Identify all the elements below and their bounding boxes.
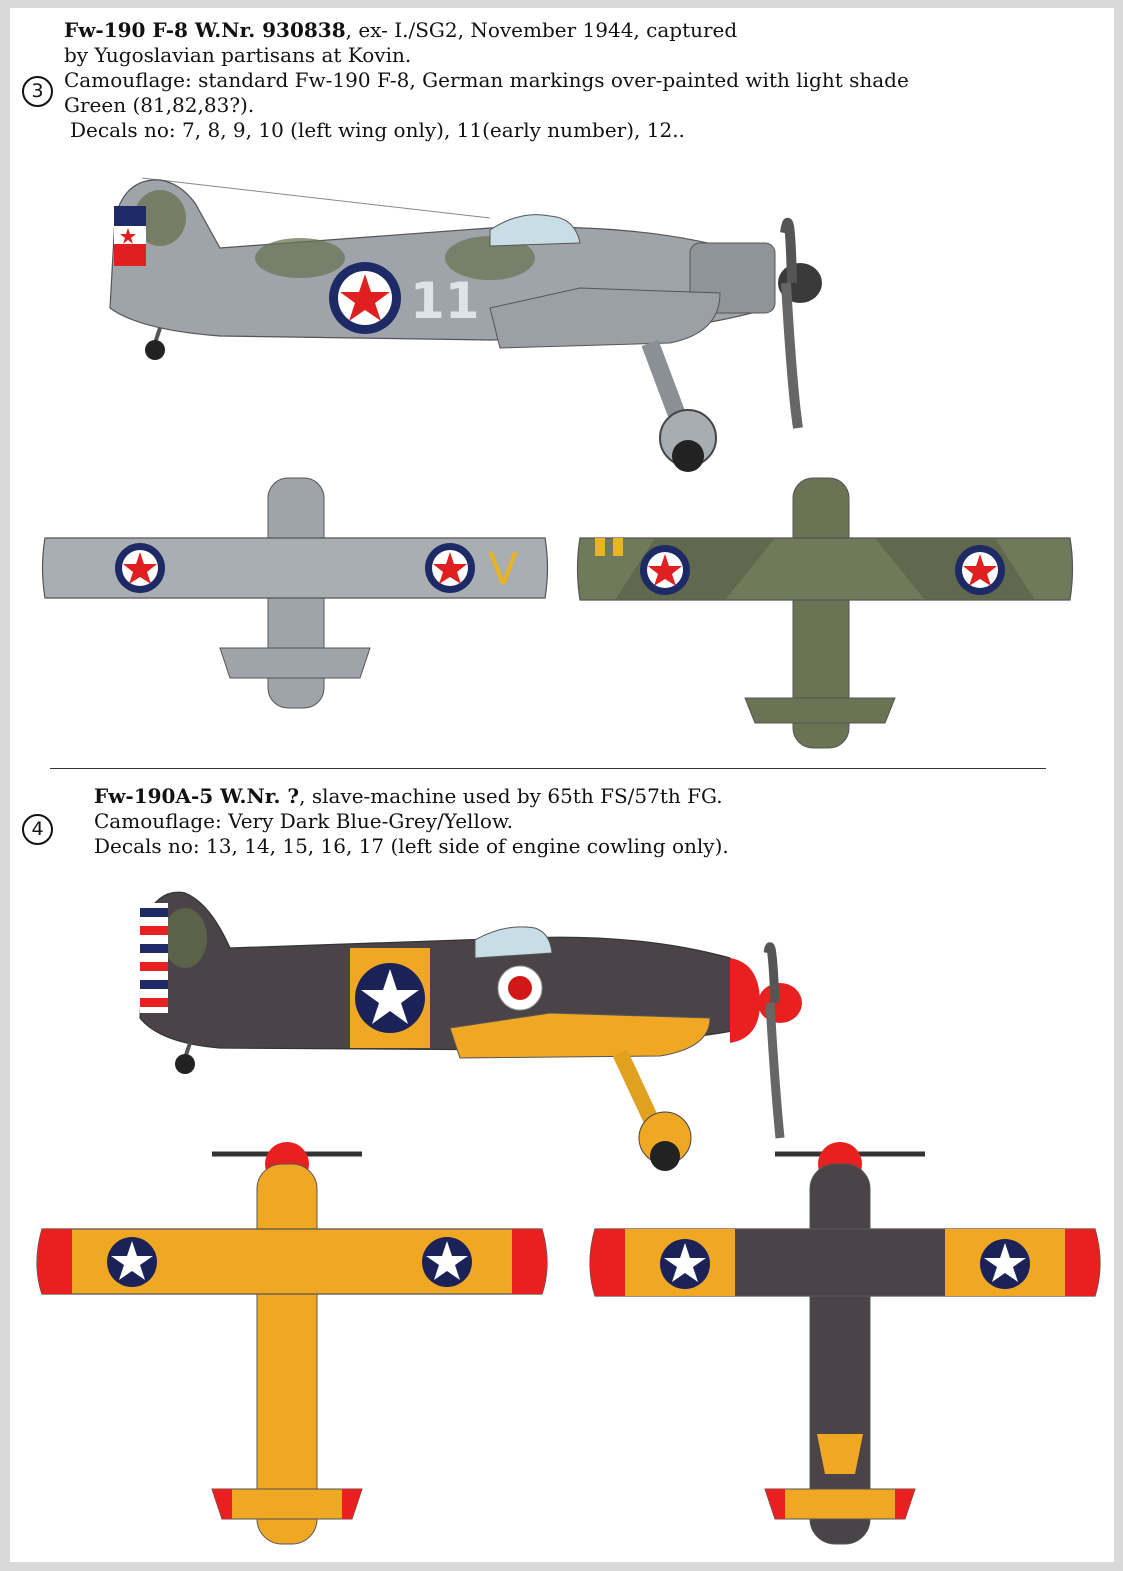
profile-number-4: 4 bbox=[22, 814, 53, 845]
fw190f8-top-view bbox=[575, 478, 1075, 748]
profile3-line2: by Yugoslavian partisans at Kovin. bbox=[64, 43, 412, 67]
profile4-line1: , slave-machine used by 65th FS/57th FG. bbox=[299, 784, 723, 808]
profile3-line4: Green (81,82,83?). bbox=[64, 93, 255, 117]
fw190f8-side-view bbox=[70, 158, 830, 488]
fuselage-number-11: 11 bbox=[410, 272, 480, 330]
fw190a5-bottom-view bbox=[32, 1134, 552, 1554]
profile4-line2: Camouflage: Very Dark Blue-Grey/Yellow. bbox=[94, 809, 513, 833]
profile3-title: Fw-190 F-8 W.Nr. 930838 bbox=[64, 18, 346, 42]
profile4-title: Fw-190A-5 W.Nr. ? bbox=[94, 784, 300, 808]
profile3-line3: Camouflage: standard Fw-190 F-8, German markings over-painted with light shade bbox=[64, 68, 909, 92]
fw190f8-bottom-view bbox=[40, 478, 550, 708]
wing-marking-v: V bbox=[488, 544, 519, 595]
decal-instruction-sheet bbox=[10, 8, 1114, 1562]
profile3-line5: Decals no: 7, 8, 9, 10 (left wing only), 11(early number), 12.. bbox=[70, 118, 685, 142]
profile-number-3: 3 bbox=[22, 76, 53, 107]
fw190a5-top-view bbox=[585, 1134, 1105, 1554]
profile4-caption bbox=[94, 784, 729, 859]
profile4-line3: Decals no: 13, 14, 15, 16, 17 (left side of engine cowling only). bbox=[94, 834, 729, 858]
profile3-line1: , ex- I./SG2, November 1944, captured bbox=[345, 18, 738, 42]
profile3-caption bbox=[64, 18, 909, 143]
fw190a5-side-view bbox=[120, 878, 810, 1178]
section-divider bbox=[50, 768, 1046, 769]
